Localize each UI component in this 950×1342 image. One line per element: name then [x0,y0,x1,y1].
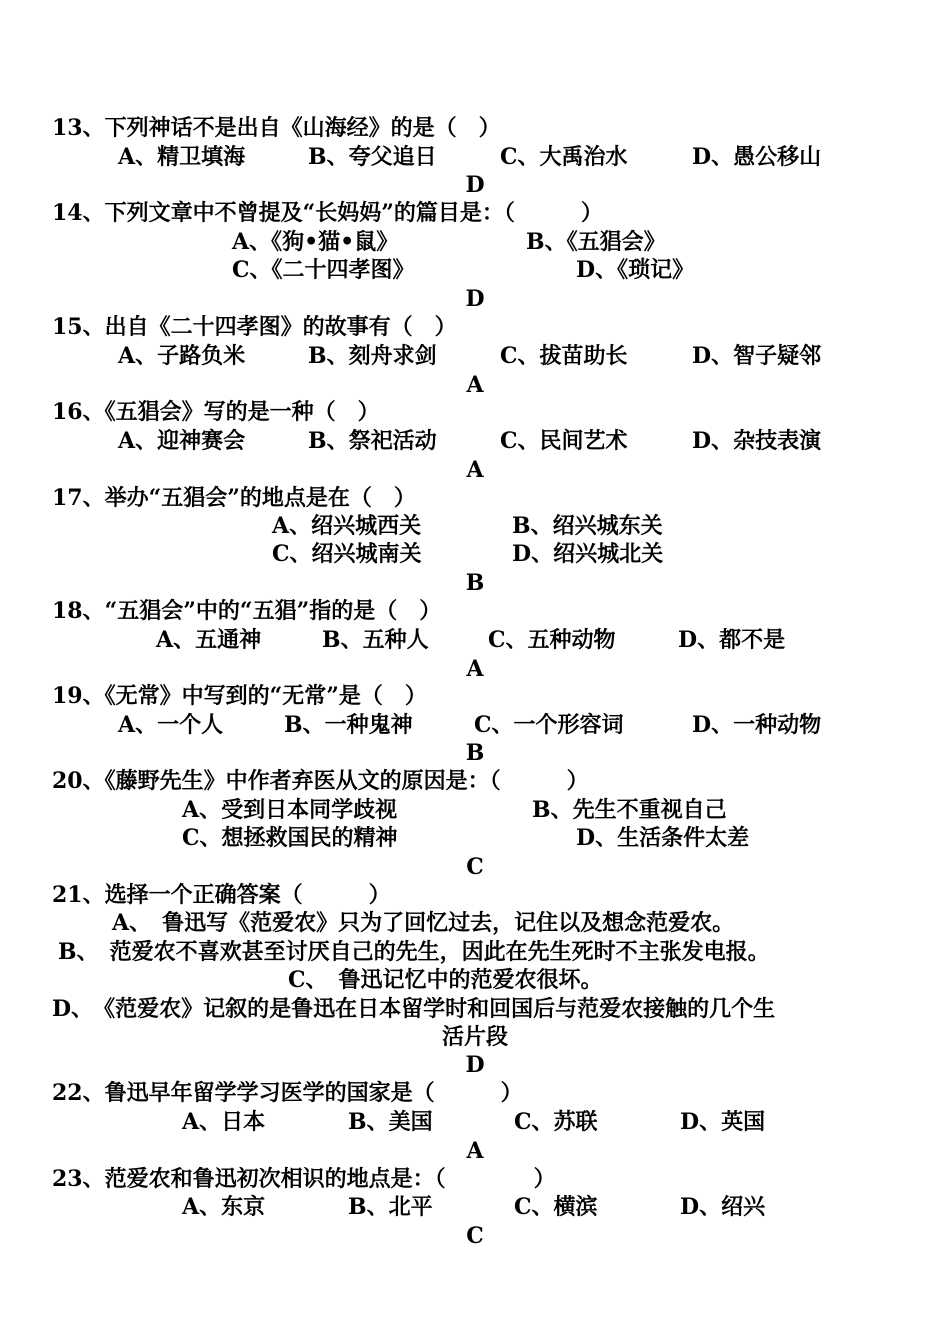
question-16-option-d: D、杂技表演 [692,428,822,454]
question-14-stem: 14、下列文章中不曾提及“长妈妈”的篇目是：（ ） [52,200,603,226]
question-22-option-a: A、日本 [182,1109,266,1135]
question-21-option-a: A、 鲁迅写《范爱农》只为了回忆过去，记住以及想念范爱农。 [112,910,735,936]
question-20-stem: 20、《藤野先生》中作者弃医从文的原因是：（ ） [52,768,589,794]
question-13-answer: D [465,172,485,198]
question-19-option-a: A、一个人 [118,712,224,738]
question-18-option-a: A、五通神 [156,627,262,653]
question-19-option-b: B、一种鬼神 [284,712,413,738]
question-21-option-d: D、 《范爱农》记叙的是鲁迅在日本留学时和回国后与范爱农接触的几个生 [52,996,776,1022]
question-23-option-a: A、东京 [182,1194,266,1220]
question-19-option-c: C、一个形容词 [474,712,624,738]
question-20-option-b: B、先生不重视自己 [532,797,727,823]
question-18-answer: A [466,656,484,682]
question-20-answer: C [466,854,484,880]
question-18-option-b: B、五种人 [322,627,429,653]
question-19-answer: B [465,740,485,766]
question-20-option-c: C、想拯救国民的精神 [182,825,398,851]
question-14-answer: D [465,286,485,312]
question-18-option-c: C、五种动物 [488,627,616,653]
question-15-stem: 15、出自《二十四孝图》的故事有（ ） [52,314,457,340]
question-14-option-a: A、《狗•猫•鼠》 [232,229,399,255]
question-19-option-d: D、一种动物 [692,712,822,738]
question-18-stem: 18、“五猖会”中的“五猖”指的是（ ） [52,598,442,624]
question-15-option-b: B、刻舟求剑 [308,343,437,369]
question-21-option-d-continued: 活片段 [441,1024,508,1050]
question-17-option-a: A、绍兴城西关 [272,513,422,539]
question-14-option-b: B、《五猖会》 [526,229,666,255]
question-16-option-b: B、祭祀活动 [308,428,437,454]
question-22-option-c: C、苏联 [514,1109,598,1135]
question-23-option-d: D、绍兴 [680,1194,766,1220]
question-17-answer: B [465,570,485,596]
question-14-option-c: C、《二十四孝图》 [232,257,415,283]
question-17-option-b: B、绍兴城东关 [512,513,663,539]
question-22-option-d: D、英国 [680,1109,766,1135]
question-20-option-a: A、受到日本同学歧视 [182,797,398,823]
question-13-option-b: B、夸父追日 [308,144,437,170]
question-21-stem: 21、选择一个正确答案（ ） [52,882,391,908]
question-13-option-c: C、大禹治水 [500,144,628,170]
question-17-option-c: C、绍兴城南关 [272,541,422,567]
question-19-stem: 19、《无常》中写到的“无常”是（ ） [52,683,427,709]
question-15-option-d: D、智子疑邻 [692,343,822,369]
question-21-option-c: C、 鲁迅记忆中的范爱农很坏。 [288,967,603,993]
question-21-answer: D [465,1052,485,1078]
question-23-option-b: B、北平 [348,1194,433,1220]
question-13-option-a: A、精卫填海 [118,144,246,170]
question-15-answer: A [466,372,484,398]
question-23-answer: C [466,1223,484,1249]
question-23-stem: 23、范爱农和鲁迅初次相识的地点是：（ ） [52,1166,556,1192]
question-15-option-c: C、拔苗助长 [500,343,628,369]
question-16-option-c: C、民间艺术 [500,428,628,454]
question-22-stem: 22、鲁迅早年留学学习医学的国家是（ ） [52,1080,523,1106]
question-21-option-b: B、 范爱农不喜欢甚至讨厌自己的先生，因此在先生死时不主张发电报。 [58,939,770,965]
question-13-option-d: D、愚公移山 [692,144,822,170]
question-23-option-c: C、横滨 [514,1194,598,1220]
question-16-answer: A [466,457,484,483]
question-17-stem: 17、举办“五猖会”的地点是在（ ） [52,485,416,511]
question-22-option-b: B、美国 [348,1109,433,1135]
question-16-stem: 16、《五猖会》写的是一种（ ） [52,399,380,425]
question-20-option-d: D、生活条件太差 [576,825,750,851]
question-16-option-a: A、迎神赛会 [118,428,246,454]
question-13-stem: 13、下列神话不是出自《山海经》的是（ ） [52,115,501,141]
question-22-answer: A [466,1138,484,1164]
question-15-option-a: A、子路负米 [118,343,246,369]
question-14-option-d: D、《琐记》 [576,257,695,283]
question-18-option-d: D、都不是 [678,627,786,653]
question-17-option-d: D、绍兴城北关 [512,541,664,567]
